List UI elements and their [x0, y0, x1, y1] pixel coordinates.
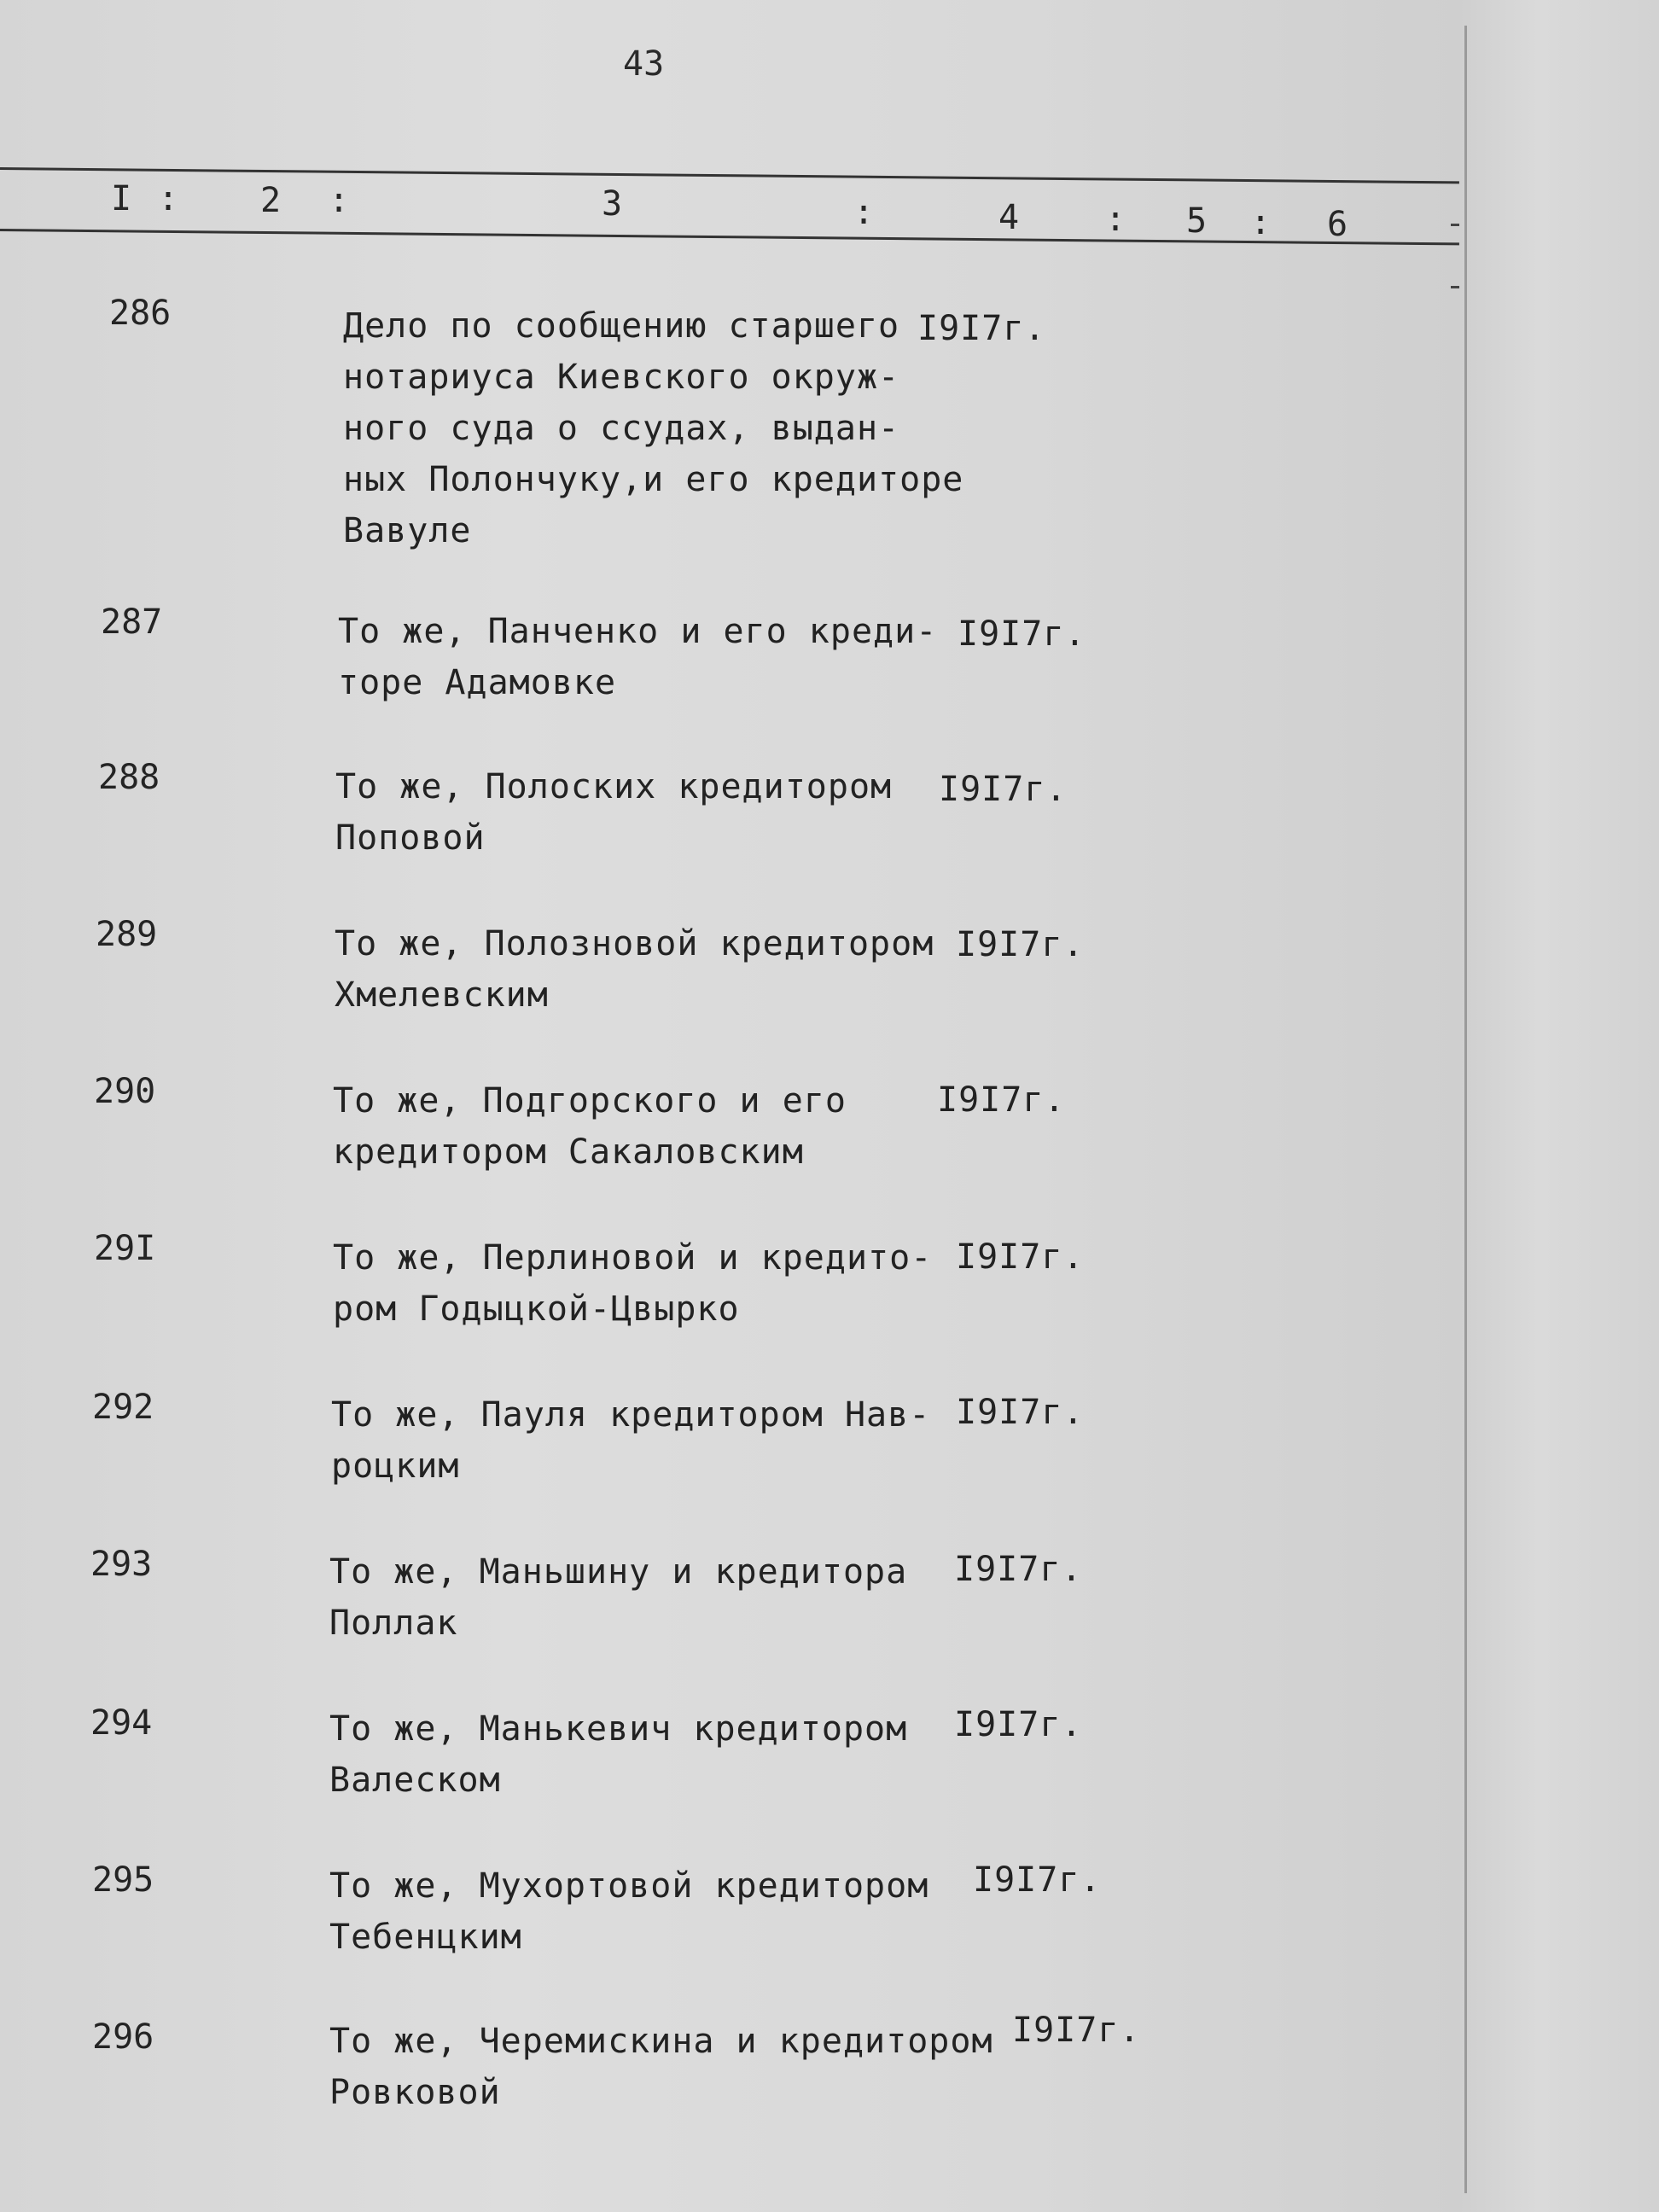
entry-date: I9I7г. — [956, 925, 1085, 964]
column-separator: : — [1105, 200, 1126, 239]
entry-description — [329, 1546, 907, 1649]
entry-date: I9I7г. — [973, 1860, 1102, 1900]
entry-line: То же, Маньшину и кредитора — [329, 1552, 908, 1592]
entry-date: I9I7г. — [1012, 2011, 1141, 2050]
entry-number: 288 — [98, 758, 160, 797]
entry-date: I9I7г. — [954, 1705, 1083, 1744]
entry-number: 294 — [90, 1703, 153, 1743]
margin-mark — [1451, 286, 1459, 288]
column-header-4: 4 — [998, 198, 1020, 237]
entry-line: То же, Мухортовой кредитором — [329, 1866, 929, 1906]
column-header-6: 6 — [1327, 205, 1348, 244]
entry-description — [335, 918, 934, 1021]
header-rule-top — [0, 167, 1459, 183]
column-header-1: I — [111, 179, 132, 218]
entry-line: То же, Черемискина и кредитором — [329, 2022, 993, 2061]
entry-line: ных Полончуку,и его кредиторе — [343, 460, 964, 499]
entry-line: То же, Подгорского и его — [333, 1081, 847, 1121]
column-separator: : — [1250, 203, 1272, 242]
entry-description — [329, 2016, 993, 2118]
margin-mark — [1451, 224, 1459, 226]
entry-line: То же, Манькевич кредитором — [329, 1709, 908, 1749]
entry-description — [329, 1703, 907, 1806]
column-header-5: 5 — [1186, 201, 1208, 241]
entry-line: Валеском — [329, 1761, 501, 1800]
entry-number: 290 — [94, 1072, 156, 1111]
entry-line: ного суда о ссудах, выдан- — [343, 409, 900, 448]
column-header-3: 3 — [602, 184, 623, 224]
entry-date: I9I7г. — [954, 1550, 1083, 1589]
entry-date: I9I7г. — [939, 770, 1068, 809]
column-separator: : — [158, 179, 179, 218]
entry-line: Тебенцким — [329, 1918, 522, 1957]
header-rule-bottom — [0, 229, 1459, 245]
entry-number: 292 — [92, 1388, 154, 1427]
column-separator: : — [853, 193, 875, 232]
entry-line: Ровковой — [329, 2073, 501, 2112]
underlying-page — [1459, 0, 1659, 2212]
entry-line: То же, Полоских кредитором — [335, 767, 893, 806]
entry-date: I9I7г. — [937, 1080, 1066, 1120]
entry-description — [333, 1232, 932, 1335]
entry-line: Хмелевским — [335, 975, 549, 1015]
entry-number: 287 — [101, 602, 163, 642]
entry-line: Поллак — [329, 1604, 458, 1643]
entry-number: 289 — [96, 915, 158, 954]
entry-description — [338, 606, 937, 708]
column-header-2: 2 — [260, 181, 282, 220]
entry-line: То же, Полозновой кредитором — [335, 924, 934, 963]
entry-line: кредитором Сакаловским — [333, 1132, 804, 1172]
entry-line: То же, Панченко и его креди- — [338, 612, 938, 651]
entry-date: I9I7г. — [956, 1237, 1085, 1277]
entry-number: 296 — [92, 2017, 154, 2057]
entry-description — [333, 1075, 847, 1178]
entry-line: торе Адамовке — [338, 663, 617, 702]
entry-date: I9I7г. — [917, 309, 1046, 348]
entry-number: 293 — [90, 1545, 153, 1584]
entry-line: Вавуле — [343, 511, 472, 550]
entry-description — [343, 300, 963, 556]
entry-line: ром Годыцкой-Цвырко — [333, 1289, 740, 1329]
entry-line: Дело по сообщению старшего — [343, 306, 900, 346]
entry-number: 286 — [109, 294, 172, 333]
entry-description — [329, 1860, 928, 1963]
entry-number: 295 — [92, 1860, 154, 1900]
entry-description — [335, 761, 892, 864]
column-separator: : — [329, 181, 350, 220]
entry-description — [331, 1389, 930, 1492]
entry-number: 29I — [94, 1229, 156, 1268]
entry-line: Поповой — [335, 818, 486, 858]
entry-date: I9I7г. — [956, 1393, 1085, 1432]
page-edge — [1464, 26, 1467, 2193]
entry-line: нотариуса Киевского окруж- — [343, 358, 900, 397]
entry-date: I9I7г. — [958, 614, 1086, 654]
page-number: 43 — [623, 44, 665, 84]
entry-line: То же, Перлиновой и кредито- — [333, 1238, 933, 1278]
entry-line: То же, Пауля кредитором Нав- — [331, 1395, 931, 1435]
entry-line: роцким — [331, 1447, 460, 1486]
